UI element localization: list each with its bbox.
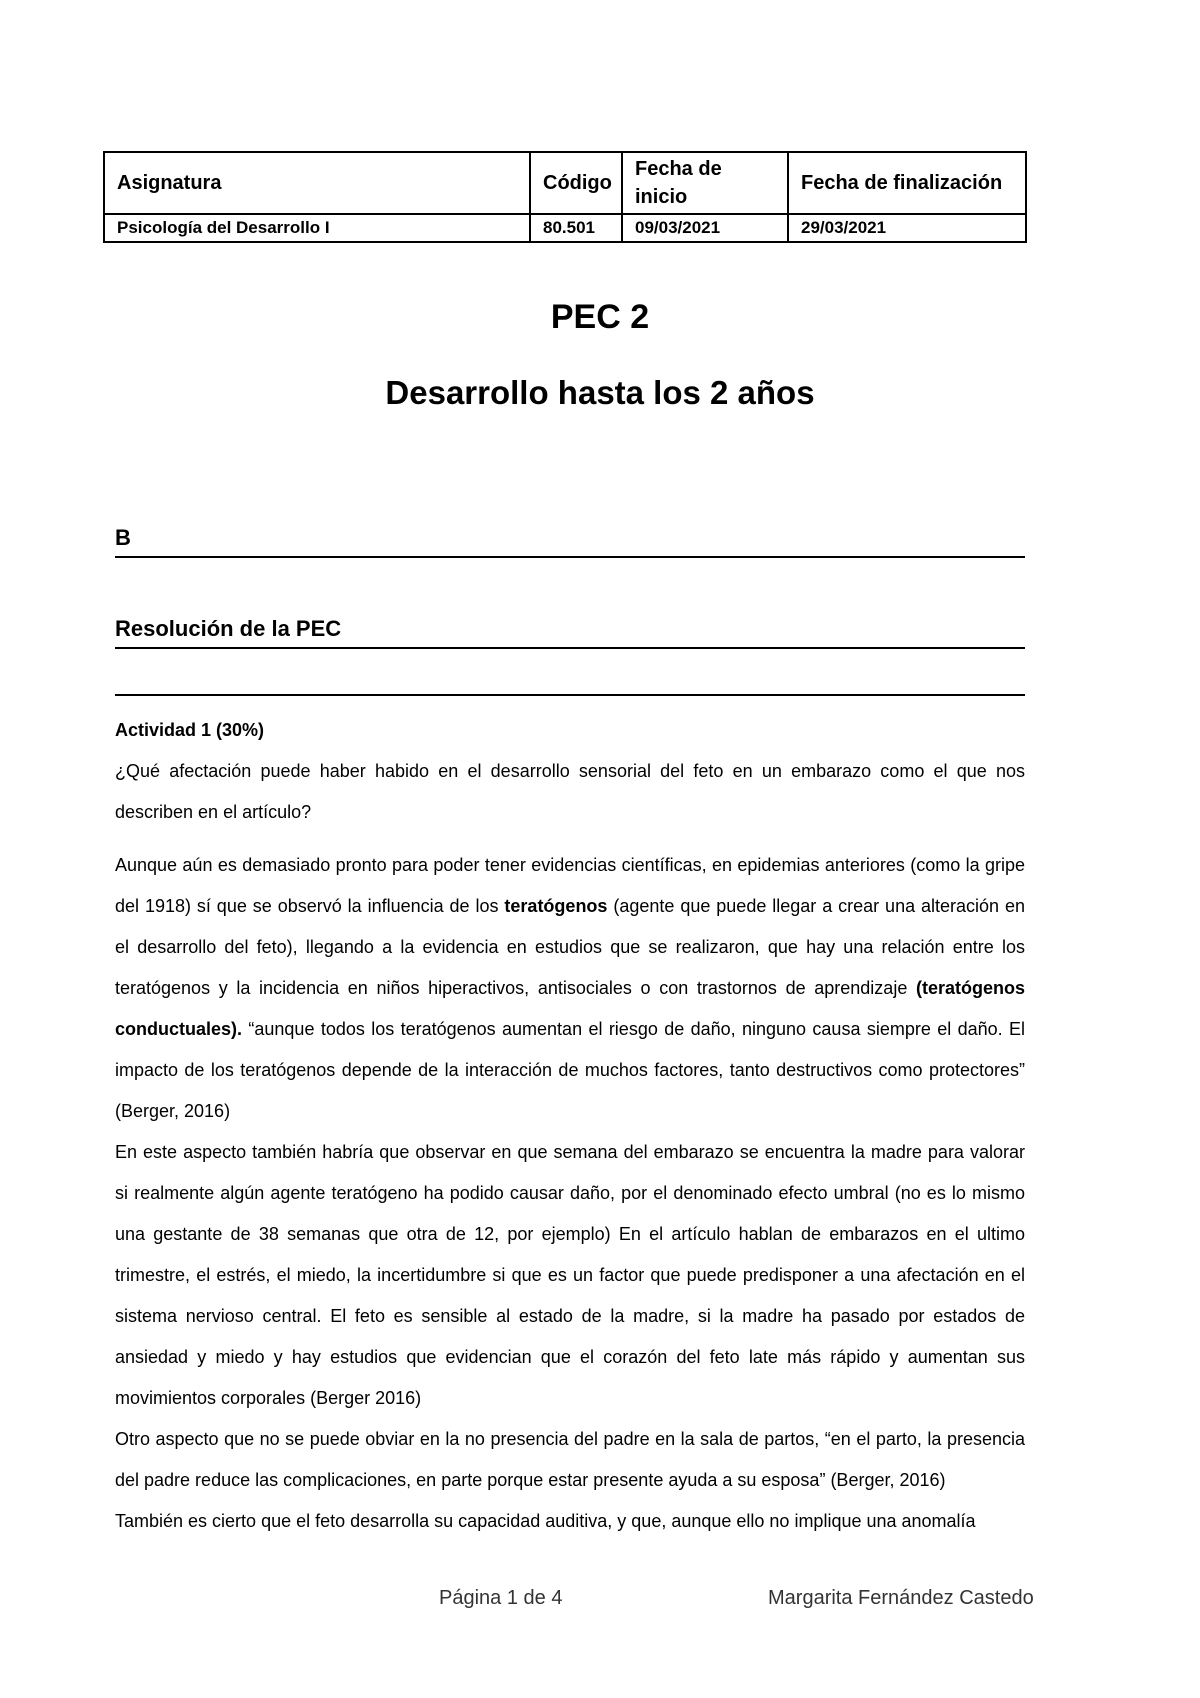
- section-divider-rule: [115, 694, 1025, 696]
- activity-heading: Actividad 1 (30%): [115, 720, 265, 740]
- activity-question: ¿Qué afectación puede haber habido en el desarrollo sensorial del feto en un embarazo como el que nos describen en el artículo?: [115, 761, 1025, 822]
- page-number: Página 1 de 4: [439, 1587, 563, 1609]
- paragraph-4: También es cierto que el feto desarrolla su capacidad auditiva, y que, aunque ello no implique una anomalía: [115, 1511, 976, 1531]
- course-info-value-row: [104, 214, 1026, 242]
- course-info-header-row: [104, 152, 1026, 214]
- paragraph-2: En este aspecto también habría que observar en que semana del embarazo se encuentra la madre para valorar si realmente algún agente teratógeno ha podido causar daño, por el denominado efecto umbral (no es lo mismo una gestante de 38 semanas que otra de 12, por ejemplo) En el artículo hablan de embarazos en el ultimo trimestre, el estrés, el miedo, la incertidumbre si que es un factor que puede predisponer a una afectación en el sistema nervioso central. El feto es sensible al estado de la madre, si la madre ha pasado por estados de ansiedad y miedo y hay estudios que evidencian que el corazón del feto late más rápido y aumentan sus movimientos corporales (Berger 2016): [115, 1142, 1025, 1408]
- header-codigo: Código: [530, 152, 622, 214]
- activity-body: [115, 710, 1025, 1542]
- paragraph-1: Aunque aún es demasiado pronto para poder tener evidencias científicas, en epidemias anteriores (como la gripe del 1918) sí que se observó la influencia de los teratógenos (agente que puede llegar a crear una alteración en el desarrollo del feto), llegando a la evidencia en estudios que se realizaron, que hay una relación entre los teratógenos y la incidencia en niños hiperactivos, antisociales o con trastornos de aprendizaje (teratógenos conductuales). “aunque todos los teratógenos aumentan el riesgo de daño, ninguno causa siempre el daño. El impacto de los teratógenos depende de la interacción de muchos factores, tanto destructivos como protectores” (Berger, 2016): [115, 855, 1025, 1121]
- section-resolucion-rule: [115, 647, 1025, 649]
- header-asignatura: Asignatura: [104, 152, 530, 214]
- value-asignatura: Psicología del Desarrollo I: [104, 214, 530, 242]
- page-footer: [0, 1587, 1200, 1617]
- section-b-rule: [115, 556, 1025, 558]
- course-info-table: [103, 151, 1027, 243]
- document-title: PEC 2: [550, 298, 650, 336]
- header-fecha-inicio: Fecha de inicio: [622, 152, 788, 214]
- header-fecha-finalizacion: Fecha de finalización: [788, 152, 1026, 214]
- value-fecha-inicio: 09/03/2021: [622, 214, 788, 242]
- section-b-heading: B: [115, 525, 131, 550]
- term-teratogenos-conductuales: (teratógenos conductuales).: [115, 978, 1025, 1039]
- value-fecha-finalizacion: 29/03/2021: [788, 214, 1026, 242]
- author-name: Margarita Fernández Castedo: [768, 1587, 1034, 1609]
- section-resolucion-heading: Resolución de la PEC: [115, 616, 342, 641]
- document-subtitle: Desarrollo hasta los 2 años: [385, 374, 815, 411]
- paragraph-3: Otro aspecto que no se puede obviar en la no presencia del padre en la sala de partos, “en el parto, la presencia del padre reduce las complicaciones, en parte porque estar presente ayuda a su esposa” (Berger, 2016): [115, 1429, 1025, 1490]
- term-teratogenos: teratógenos: [504, 896, 608, 916]
- value-codigo: 80.501: [530, 214, 622, 242]
